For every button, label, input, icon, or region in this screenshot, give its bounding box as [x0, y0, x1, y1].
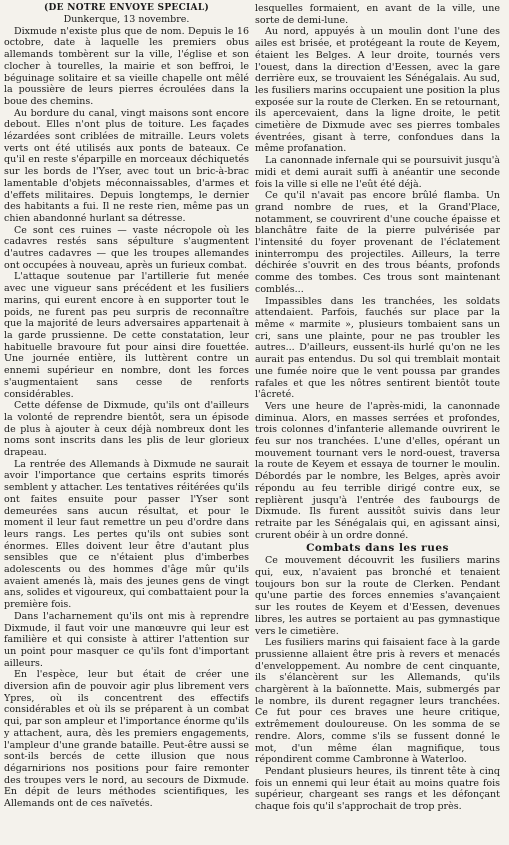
paragraph: Ce qu'il n'avait pas encore brûlé flamba. Un grand nombre de rues, et la Grand'Place, notamment, se couvrirent d'une couche épaisse et blanchâtre faite de la pierre pulvérisée par l'intensité du foyer provenant de l'éclatement ininterrompu des projectiles. Ailleurs, la terre déchirée s'ouvrit en des trous béants, profonds comme des tombes. Ces trous sont maintenant comblés... [255, 190, 500, 295]
paragraph: Impassibles dans les tranchées, les soldats attendaient. Parfois, fauchés sur place par la même « marmite », plusieurs tombaient sans un cri, sans une plainte, pour ne pas troubler les autres... D'ailleurs, eussent-ils hurlé qu'on ne les aurait pas entendus. Du sol qui tremblait montait une fumée noire que le vent poussa par grandes rafales et que les nôtres sentirent bientôt toute l'âcreté. [255, 295, 500, 401]
paragraph: Cette défense de Dixmude, qu'ils ont d'ailleurs la volonté de reprendre bientôt, sera un épisode de plus à ajouter à ceux déjà nombreux dont les noms sont inscrits dans les plis de leur glorieux drapeau. [4, 400, 249, 459]
paragraph: En l'espèce, leur but était de créer une diversion afin de pouvoir agir plus librement vers Ypres, où ils concentrent des effectifs considérables et où ils se préparent à un combat qui, par son ampleur et l'importance énorme qu'ils y attachent, aura, dès les premiers engagements, l'ampleur d'une grande bataille. Peut-être aussi se sont-ils bercés de cette illusion que nous dégarnirions nos positions pour faire remonter des troupes vers le nord, au secours de Dixmude. En dépit de leurs méthodes scientifiques, les Allemands ont de ces naïvetés. [4, 669, 249, 810]
paragraph: La rentrée des Allemands à Dixmude ne saurait avoir l'importance que certains esprits timorés semblent y attacher. Les tentatives réitérées qu'ils ont faites ensuite pour passer l'Yser sont demeurées sans aucun résultat, et pour le moment il leur faut remettre un peu d'ordre dans leurs rangs. Les pertes qu'ils ont subies sont énormes. Elles doivent leur être d'autant plus sensibles que ce n'étaient plus d'imberbes adolescents ou des hommes d'âge mûr qu'ils avaient amenés là, mais des jeunes gens de vingt ans, solides et vigoureux, qui combattaient pour la première fois. [4, 458, 249, 611]
dateline: Dunkerque, 13 novembre. [63, 14, 190, 25]
paragraph: Ce mouvement découvrit les fusiliers marins qui, eux, n'avaient pas bronché et tenaient toujours bon sur la route de Clerken. Pendant qu'une partie des forces ennemies s'avançaient sur les routes de Keyem et d'Eessen, devenues libres, les autres se portaient au pas gymnastique vers le cimetière. [255, 555, 500, 637]
article-header: (DE NOTRE ENVOYÉ SPÉCIAL) [43, 3, 210, 13]
paragraph: Dixmude n'existe plus que de nom. Depuis le 16 octobre, date à laquelle les premiers obus allemands tombèrent sur la ville, l'église et son clocher à tourelles, la mairie et son beffroi, le béguinage solitaire et sa vieille chapelle ont mêlé la poussière de leurs pierres écroulées dans la boue des chemins. [4, 25, 249, 107]
left-column [4, 3, 249, 845]
paragraph: Vers une heure de l'après-midi, la canonnade diminua. Alors, en masses serrées et profondes, trois colonnes d'infanterie allemande ouvrirent le feu sur nos tranchées. L'une d'elles, opérant un mouvement tournant vers le nord-ouest, traversa la route de Keyem et essaya de tourner le moulin. Débordés par le nombre, les Belges, après avoir répondu au feu terrible dirigé contre eux, se replièrent jusqu'à l'entrée des faubourgs de Dixmude. Ils furent aussitôt suivis dans leur retraite par les Sénégalais qui, en agissant ainsi, crurent obéir à un ordre donné. [255, 400, 500, 541]
paragraph: Les fusiliers marins qui faisaient face à la garde prussienne allaient être pris à revers et menacés d'enveloppement. Au nombre de cent cinquante, ils s'élancèrent sur les Allemands, qu'ils chargèrent à la baïonnette. Mais, submergés par le nombre, ils durent regagner leurs tranchées. Ce fut pour ces braves une heure critique, extrêmement douloureuse. On les somma de se rendre. Alors, comme s'ils se fussent donné le mot, d'un même élan magnifique, tous répondirent comme Cambronne à Waterloo. [255, 637, 500, 766]
paragraph: lesquelles formaient, en avant de la ville, une sorte de demi-lune. [255, 3, 500, 26]
paragraph: Pendant plusieurs heures, ils tinrent tête à cinq fois un ennemi qui leur était au moins quatre fois supérieur, chargeant ses rangs et les défonçant chaque fois qu'il s'approchait de trop près. [255, 766, 500, 813]
right-column [255, 3, 500, 845]
paragraph: Ce sont ces ruines — vaste nécropole où les cadavres restés sans sépulture s'augmentent d'autres cadavres — que les troupes allemandes ont occupées à nouveau, après un furieux combat. [4, 224, 249, 271]
paragraph: Dans l'acharnement qu'ils ont mis à reprendre Dixmude, il faut voir une manœuvre qui leur est familière et qui consiste à attirer l'attention sur un point pour masquer ce qu'ils font d'important ailleurs. [4, 610, 249, 669]
paragraph: Au bordure du canal, vingt maisons sont encore debout. Elles n'ont plus de toiture. Les façades lézardées sont criblées de mitraille. Leurs volets verts ont été utilisés aux ponts de bateaux. Ce qu'il en reste s'éparpille en morceaux déchiquetés sur les bords de l'Yser, avec tout un bric-à-brac lamentable d'objets méconnaissables, d'armes et d'effets militaires. Depuis longtemps, le dernier des habitants a fui. Il ne reste rien, même pas un chien abandonné hurlant sa détresse. [4, 107, 249, 224]
section-subhead: Combats dans les rues [306, 542, 449, 555]
paragraph: L'attaque soutenue par l'artillerie fut menée avec une vigueur sans précédent et les fusiliers marins, qui eurent encore à en supporter tout le poids, ne furent pas peu surpris de reconnaître que la majorité de leurs adversaires appartenait à la garde prussienne. De cette constatation, leur habituelle bravoure fut pour ainsi dire fouettée. Une journée entière, ils luttèrent contre un ennemi supérieur en nombre, dont les forces s'augmentaient sans cesse de renforts considérables. [4, 271, 249, 400]
paragraph: La canonnade infernale qui se poursuivit jusqu'à midi et demi aurait suffi à anéantir une seconde fois la ville si elle ne l'eût été déjà. [255, 155, 500, 190]
paragraph: Au nord, appuyés à un moulin dont l'une des ailes est brisée, et protégeant la route de Keyem, étaient les Belges. A leur droite, tournés vers l'ouest, dans la direction d'Eessen, avec la gare derrière eux, se trouvaient les Sénégalais. Au sud, les fusiliers marins occupaient une position la plus exposée sur la route de Clerken. En se retournant, ils apercevaient, dans la ligne droite, le petit cimetière de Dixmude avec ses pierres tombales éventrées, gisant à terre, confondues dans la même profanation. [255, 26, 500, 155]
